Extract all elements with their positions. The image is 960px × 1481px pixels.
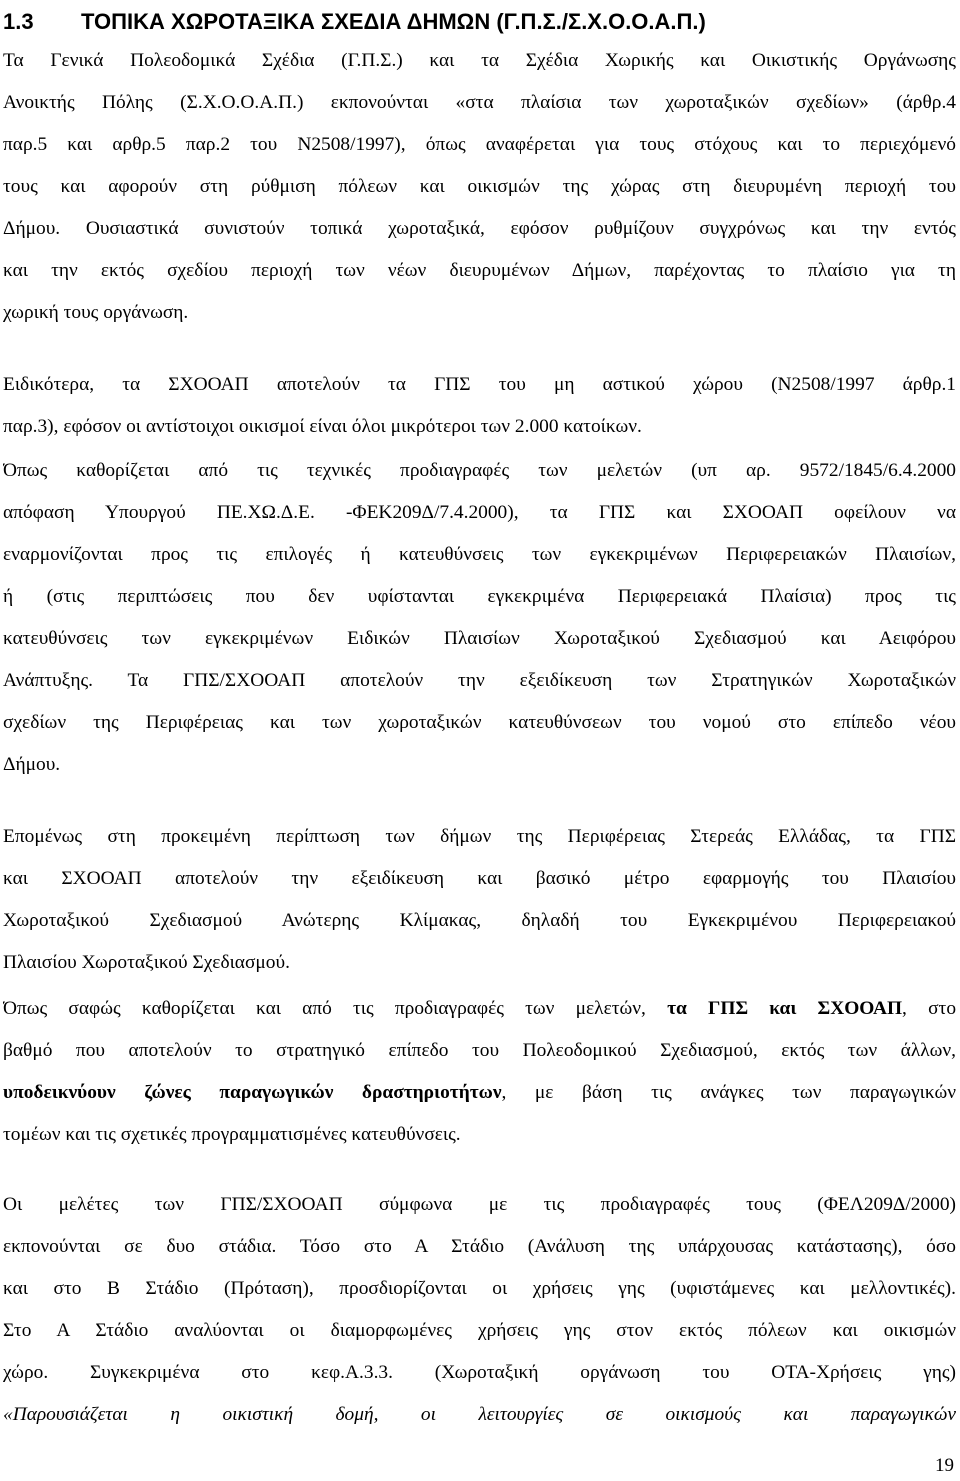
text-line: Όπως σαφώς καθορίζεται και από τις προδιαγραφές των μελετών, τα ΓΠΣ και ΣΧΟΟΑΠ, στο <box>3 998 956 1019</box>
text-line: τομέων και τις σχετικές προγραμματισμένες κατευθύνσεις. <box>3 1124 461 1145</box>
paragraph-5 <box>3 988 956 1156</box>
text-line: Δήμου. Ουσιαστικά συνιστούν τοπικά χωροταξικά, εφόσον ρυθμίζουν συγχρόνως και την εντός <box>3 218 956 239</box>
text-line: Πλαισίου Χωροταξικού Σχεδιασμού. <box>3 952 290 973</box>
text-line: εκπονούνται σε δυο στάδια. Τόσο στο Α Στάδιο (Ανάλυση της υπάρχουσας κατάστασης), όσο <box>3 1236 956 1257</box>
text-line: βαθμό που αποτελούν το στρατηγικό επίπεδο του Πολεοδομικού Σχεδιασμού, εκτός των άλλων, <box>3 1040 956 1061</box>
text-line: Ανοικτής Πόλης (Σ.Χ.Ο.Ο.Α.Π.) εκπονούνται «στα πλαίσια των χωροταξικών σχεδίων» (άρθρ.4 <box>3 92 956 113</box>
text-line: χώρο. Συγκεκριμένα στο κεφ.Α.3.3. (Χωροταξική οργάνωση του ΟΤΑ-Χρήσεις γης) <box>3 1362 956 1383</box>
text-line: και στο Β Στάδιο (Πρόταση), προσδιορίζονται οι χρήσεις γης (υφιστάμενες και μελλοντικές). <box>3 1278 956 1299</box>
text-line: Τα Γενικά Πολεοδομικά Σχέδια (Γ.Π.Σ.) και τα Σχέδια Χωρικής και Οικιστικής Οργάνωσης <box>3 50 956 71</box>
text-line: υποδεικνύουν ζώνες παραγωγικών δραστηριοτήτων, με βάση τις ανάγκες των παραγωγικών <box>3 1082 956 1103</box>
text-line: τους και αφορούν στη ρύθμιση πόλεων και οικισμών της χώρας στη διευρυμένη περιοχή του <box>3 176 956 197</box>
text-line: Χωροταξικού Σχεδιασμού Ανώτερης Κλίμακας, δηλαδή του Εγκεκριμένου Περιφερειακού <box>3 910 956 931</box>
paragraph-3 <box>3 450 956 786</box>
text-line: και την εκτός σχεδίου περιοχή των νέων διευρυμένων Δήμων, παρέχοντας το πλαίσιο για τη <box>3 260 956 281</box>
text-line: Επομένως στη προκειμένη περίπτωση των δήμων της Περιφέρειας Στερεάς Ελλάδας, τα ΓΠΣ <box>3 826 956 847</box>
text-line: Στο Α Στάδιο αναλύονται οι διαμορφωμένες χρήσεις γης στον εκτός πόλεων και οικισμών <box>3 1320 956 1341</box>
paragraph-1 <box>3 40 956 334</box>
paragraph-2 <box>3 364 956 448</box>
text-line: παρ.3), εφόσον οι αντίστοιχοι οικισμοί είναι όλοι μικρότεροι των 2.000 κατοίκων. <box>3 416 642 437</box>
text-line: Οι μελέτες των ΓΠΣ/ΣΧΟΟΑΠ σύμφωνα με τις προδιαγραφές τους (ΦΕΛ209Δ/2000) <box>3 1194 956 1215</box>
text-line: Δήμου. <box>3 754 61 775</box>
section-heading <box>3 2 953 42</box>
text-line: Ανάπτυξης. Τα ΓΠΣ/ΣΧΟΟΑΠ αποτελούν την εξειδίκευση των Στρατηγικών Χωροταξικών <box>3 670 956 691</box>
text-line: ή (στις περιπτώσεις που δεν υφίστανται εγκεκριμένα Περιφερειακά Πλαίσια) προς τις <box>3 586 956 607</box>
emphasis-bold: τα ΓΠΣ και ΣΧΟΟΑΠ <box>667 998 903 1019</box>
text-line: παρ.5 και αρθρ.5 παρ.2 του Ν2508/1997), όπως αναφέρεται για τους στόχους και το περιεχόμενό <box>3 134 956 155</box>
paragraph-4 <box>3 816 956 984</box>
text-line: εναρμονίζονται προς τις επιλογές ή κατευθύνσεις των εγκεκριμένων Περιφερειακών Πλαισίων, <box>3 544 956 565</box>
section-title: ΤΟΠΙΚΑ ΧΩΡΟΤΑΞΙΚΑ ΣΧΕΔΙΑ ΔΗΜΩΝ (Γ.Π.Σ./Σ.Χ.Ο.Ο.Α.Π.) <box>81 9 706 34</box>
text-line: απόφαση Υπουργού ΠΕ.ΧΩ.Δ.Ε. -ΦΕΚ209Δ/7.4.2000), τα ΓΠΣ και ΣΧΟΟΑΠ οφείλουν να <box>3 502 956 523</box>
text-line: «Παρουσιάζεται η οικιστική δομή, οι λειτουργίες σε οικισμούς και παραγωγικών <box>3 1404 956 1425</box>
text-line: κατευθύνσεις των εγκεκριμένων Ειδικών Πλαισίων Χωροταξικού Σχεδιασμού και Αειφόρου <box>3 628 956 649</box>
page-number: 19 <box>935 1455 954 1476</box>
emphasis-bold: υποδεικνύουν ζώνες παραγωγικών δραστηριοτήτων <box>3 1082 502 1103</box>
section-number: 1.3 <box>3 9 34 34</box>
text-line: Όπως καθορίζεται από τις τεχνικές προδιαγραφές των μελετών (υπ αρ. 9572/1845/6.4.2000 <box>3 460 956 481</box>
paragraph-6 <box>3 1184 956 1436</box>
text-line: χωρική τους οργάνωση. <box>3 302 189 323</box>
text-line: Ειδικότερα, τα ΣΧΟΟΑΠ αποτελούν τα ΓΠΣ του μη αστικού χώρου (Ν2508/1997 άρθρ.1 <box>3 374 956 395</box>
text-line: και ΣΧΟΟΑΠ αποτελούν την εξειδίκευση και βασικό μέτρο εφαρμογής του Πλαισίου <box>3 868 956 889</box>
text-line: σχεδίων της Περιφέρειας και των χωροταξικών κατευθύνσεων του νομού στο επίπεδο νέου <box>3 712 956 733</box>
